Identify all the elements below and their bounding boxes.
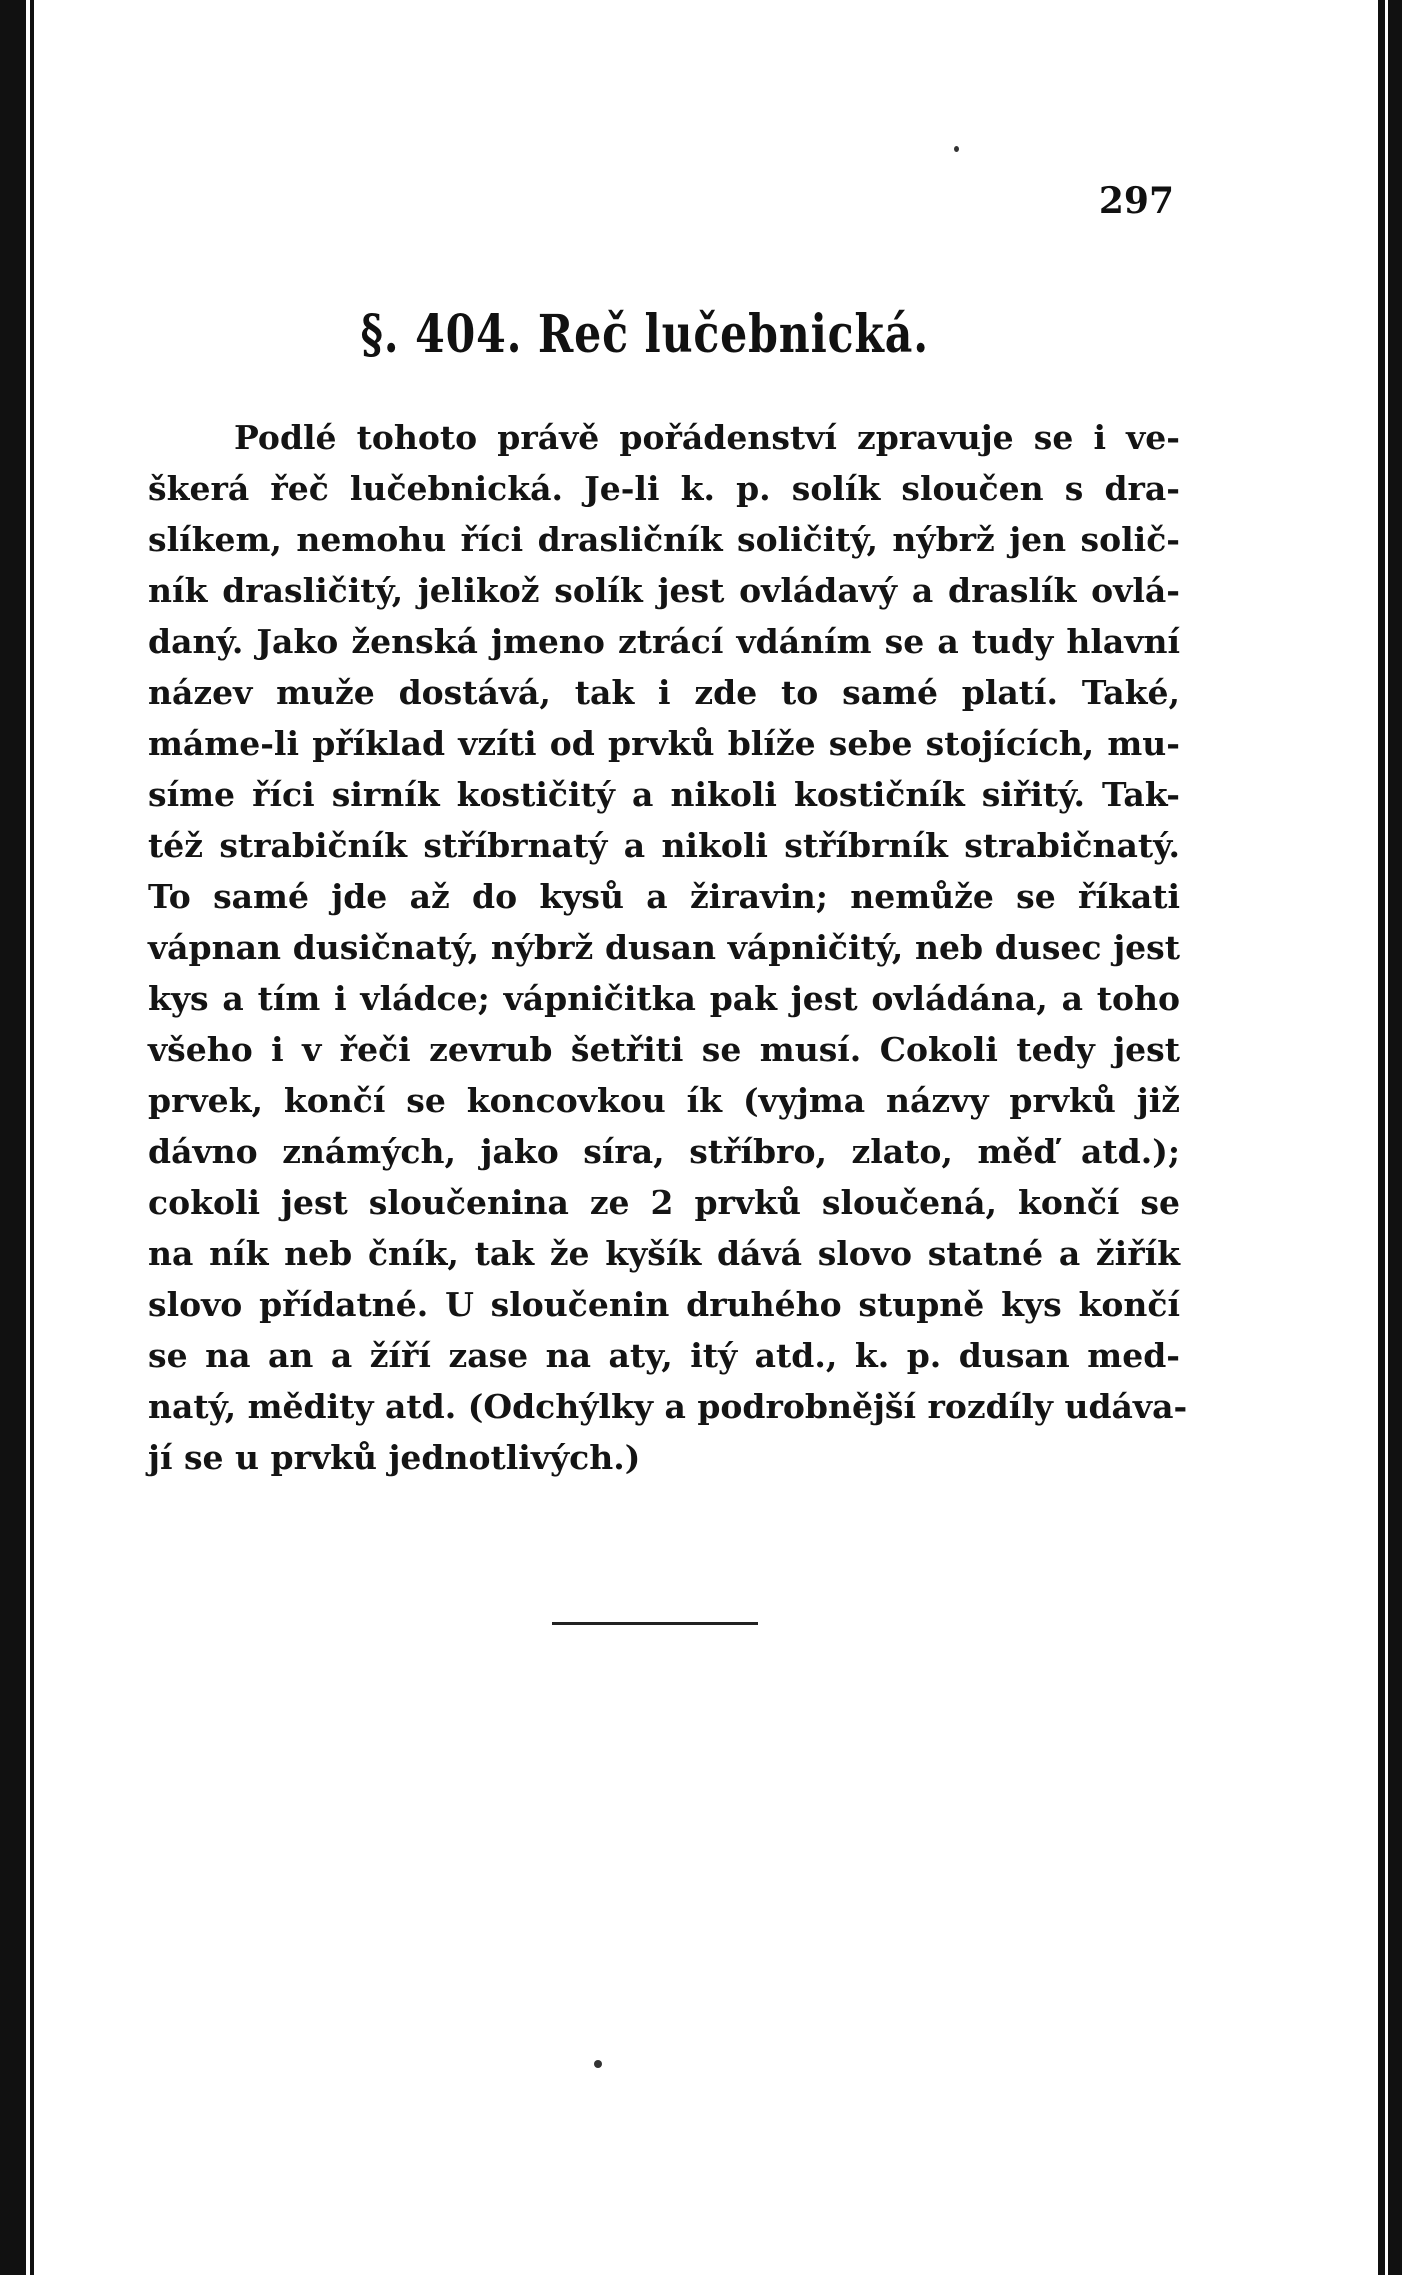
text-line: škerá řeč lučebnická. Je-li k. p. solík sloučen s dra- bbox=[148, 469, 1180, 508]
body-paragraph bbox=[148, 412, 1188, 1483]
text-line: Podlé tohoto právě pořádenství zpravuje se i ve- bbox=[234, 418, 1180, 457]
text-line: na ník neb čník, tak že kyšík dává slovo statné a žiřík bbox=[148, 1234, 1180, 1273]
text-line: slíkem, nemohu říci drasličník soličitý, nýbrž jen solič- bbox=[148, 520, 1180, 559]
text-line: prvek, končí se koncovkou ík (vyjma názvy prvků již bbox=[148, 1081, 1180, 1120]
text-line: síme říci sirník kostičitý a nikoli kostičník siřitý. Tak- bbox=[148, 775, 1180, 814]
right-scan-border bbox=[1378, 0, 1402, 2275]
text-line: cokoli jest sloučenina ze 2 prvků sloučená, končí se bbox=[148, 1183, 1180, 1222]
text-line: též strabičník stříbrnatý a nikoli stříbrník strabičnatý. bbox=[148, 826, 1180, 865]
text-line: jí se u prvků jednotlivých.) bbox=[148, 1438, 641, 1477]
text-line: To samé jde až do kysů a žiravin; nemůže se říkati bbox=[148, 877, 1180, 916]
text-line: název muže dostává, tak i zde to samé platí. Také, bbox=[148, 673, 1180, 712]
scan-speck bbox=[594, 2060, 602, 2068]
text-line: daný. Jako ženská jmeno ztrácí vdáním se a tudy hlavní bbox=[148, 622, 1180, 661]
text-line: slovo přídatné. U sloučenin druhého stupně kys končí bbox=[148, 1285, 1180, 1324]
text-line: vápnan dusičnatý, nýbrž dusan vápničitý, neb dusec jest bbox=[148, 928, 1180, 967]
text-line: se na an a žíří zase na aty, itý atd., k. p. dusan med- bbox=[148, 1336, 1180, 1375]
text-line: dávno známých, jako síra, stříbro, zlato, měď atd.); bbox=[148, 1132, 1180, 1171]
text-line: ník drasličitý, jelikož solík jest ovládavý a draslík ovlá- bbox=[148, 571, 1180, 610]
text-line: máme-li příklad vzíti od prvků blíže sebe stojících, mu- bbox=[148, 724, 1180, 763]
right-scan-border-gap bbox=[1385, 0, 1388, 2275]
page-number: 297 bbox=[1098, 180, 1174, 222]
text-line: všeho i v řeči zevrub šetřiti se musí. Cokoli tedy jest bbox=[148, 1030, 1180, 1069]
left-scan-border-gap bbox=[26, 0, 30, 2275]
section-heading: §. 404. Reč lučebnická. bbox=[360, 304, 929, 365]
scan-speck bbox=[954, 146, 959, 152]
text-line: natý, mědity atd. (Odchýlky a podrobnější rozdíly udáva- bbox=[148, 1387, 1188, 1426]
text-line: kys a tím i vládce; vápničitka pak jest ovládána, a toho bbox=[148, 979, 1180, 1018]
section-divider-rule bbox=[552, 1622, 758, 1625]
